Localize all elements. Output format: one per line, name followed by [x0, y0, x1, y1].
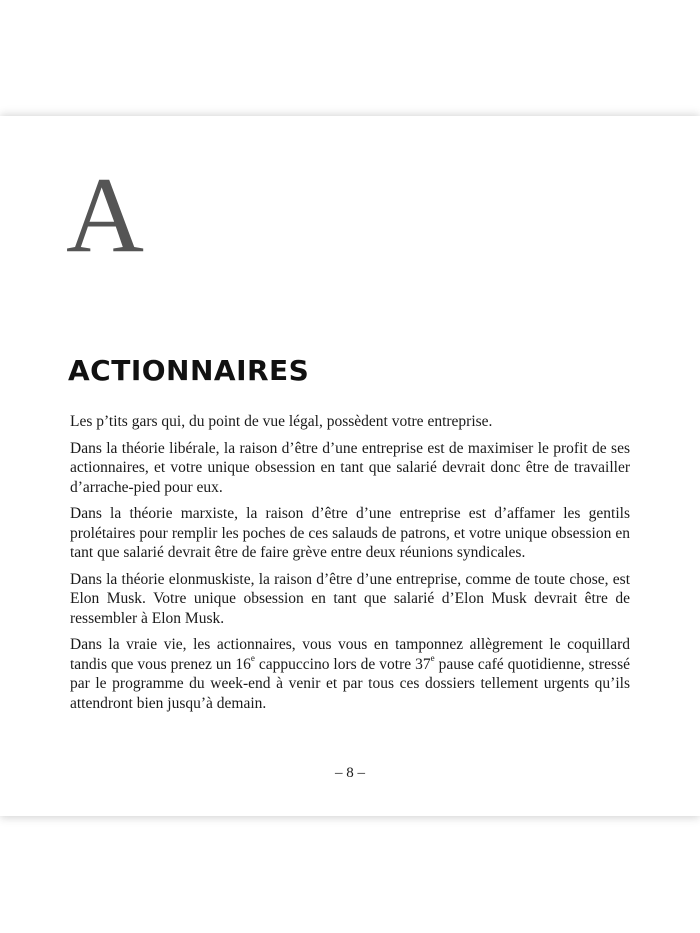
- book-page: [0, 116, 700, 816]
- ordinal-suffix-1: e: [250, 653, 255, 664]
- paragraph-5-part-1: Dans la vraie vie, les actionnaires, vous vous en tamponnez allègrement le coquillard tandis que vous prenez un 16: [70, 636, 630, 673]
- entry-title: ACTIONNAIRES: [68, 354, 310, 387]
- paragraph-2: Dans la théorie libérale, la raison d’être d’une entreprise est de maximiser le profit de ses actionnaires, et votre unique obsession en tant que salarié devrait donc être de travailler d’arrache-pied pour eux.: [70, 439, 630, 496]
- paragraph-4: Dans la théorie elonmuskiste, la raison d’être d’une entreprise, comme de toute chose, est Elon Musk. Votre unique obsession en tant que salarié d’Elon Musk devrait être de ressembler à Elon Musk.: [70, 570, 630, 627]
- entry-body: [70, 412, 630, 720]
- paragraph-5-part-2: cappuccino lors de votre 37: [254, 655, 431, 673]
- page-number: – 8 –: [335, 765, 365, 781]
- paragraph-5: [70, 635, 630, 713]
- paragraph-1: Les p’tits gars qui, du point de vue légal, possèdent votre entreprise.: [70, 413, 493, 430]
- paragraph-5-part-3: pause café quotidienne, stressé par le programme du week-end à venir et par tous ces dossiers tellement urgents qu’ils attendront bien jusqu’à demain.: [70, 655, 630, 712]
- ordinal-suffix-2: e: [430, 653, 435, 664]
- paragraph-3: Dans la théorie marxiste, la raison d’être d’une entreprise est d’affamer les gentils prolétaires pour remplir les poches de ces salauds de patrons, et votre unique obsession en tant que salarié devrait être de faire grève entre deux réunions syndicales.: [70, 505, 630, 561]
- section-letter: A: [66, 156, 144, 275]
